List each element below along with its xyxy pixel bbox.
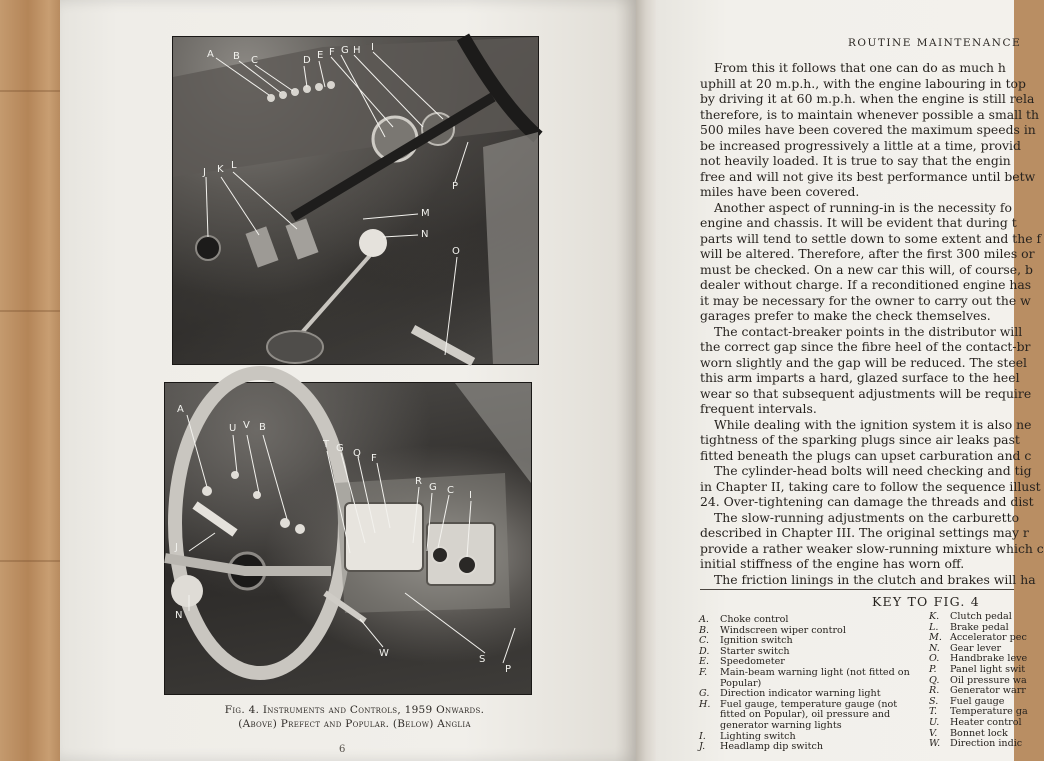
key-item	[699, 615, 910, 626]
key-letter: B.	[699, 624, 710, 636]
photo-dashboard-anglia	[164, 382, 532, 695]
callout-label: P	[505, 664, 512, 675]
callout-label: O	[452, 246, 460, 257]
key-letter: C.	[699, 635, 710, 647]
key-letter: I.	[699, 730, 706, 742]
callout-label: E	[317, 50, 324, 61]
callout-label: D	[303, 55, 311, 66]
key-letter: F.	[699, 666, 708, 678]
key-letter: U.	[929, 716, 940, 728]
callout-label: K	[217, 164, 224, 175]
key-letter: A.	[699, 614, 709, 625]
callout-label: U	[229, 423, 237, 434]
text-line: it may be necessary for the owner to carry out the w	[700, 292, 1031, 308]
text-line: not heavily loaded. It is true to say that the engin	[700, 153, 1011, 168]
photo-dashboard-prefect-popular	[172, 36, 539, 365]
key-letter	[699, 721, 720, 732]
key-text: Temperature ga	[950, 706, 1028, 718]
callout-label: N	[175, 610, 183, 621]
text-line: While dealing with the ignition system it is also ne	[714, 416, 1032, 432]
key-text: Oil pressure wa	[950, 674, 1027, 686]
key-text: Bonnet lock	[950, 727, 1008, 739]
key-text: Heater control	[950, 716, 1022, 728]
callout-label: F	[371, 453, 377, 464]
key-item	[929, 665, 1028, 676]
photo-top-drawing	[173, 37, 538, 364]
key-item	[929, 718, 1028, 729]
text-line: the correct gap since the fibre heel of the contact-br	[700, 339, 1031, 354]
text-line: therefore, is to maintain whenever possible a small th	[700, 106, 1040, 122]
text-line: by driving it at 60 m.p.h. when the engine is still rela	[700, 91, 1035, 106]
key-letter: V.	[929, 727, 938, 739]
text-line: dealer without charge. If a reconditioned engine has	[700, 277, 1032, 292]
text-line: wear so that subsequent adjustments will be require	[700, 385, 1032, 401]
callout-label: M	[421, 208, 430, 219]
key-text: Main-beam warning light (not fitted on	[720, 666, 910, 678]
key-letter: M.	[929, 632, 942, 644]
text-line: Another aspect of running-in is the necessity fo	[714, 199, 1012, 215]
key-text: Panel light swit	[950, 663, 1026, 675]
key-text: fitted on Popular), oil pressure and	[720, 709, 891, 721]
text-line: tightness of the sparking plugs since air leaks past	[700, 432, 1020, 447]
text-line: frequent intervals.	[700, 401, 817, 416]
key-text: Fuel gauge, temperature gauge (not	[720, 698, 898, 710]
key-letter: N.	[929, 642, 940, 654]
text-line: 24. Over-tightening can damage the threads and dist	[700, 494, 1034, 509]
callout-label: B	[233, 51, 240, 62]
key-text: Windscreen wiper control	[720, 624, 846, 636]
callout-label: I	[469, 490, 472, 501]
text-line: 500 miles have been covered the maximum speeds in	[700, 122, 1036, 137]
key-letter: J.	[699, 741, 706, 753]
callout-label: Q	[353, 448, 361, 459]
text-line: will be altered. Therefore, after the first 300 miles or	[700, 246, 1035, 261]
key-text: Ignition switch	[720, 635, 793, 647]
text-line: provide a rather weaker slow-running mixture which c	[700, 540, 1044, 556]
callout-label: S	[479, 654, 486, 665]
text-line: The friction linings in the clutch and brakes will ha	[714, 571, 1036, 587]
callout-label: P	[452, 181, 459, 192]
key-text: Choke control	[720, 614, 789, 625]
key-item	[699, 721, 910, 732]
text-line: this arm imparts a hard, glazed surface to the heel	[700, 370, 1020, 385]
key-text: Direction indicator warning light	[720, 688, 881, 700]
key-text: Generator warr	[950, 685, 1026, 697]
callout-label: J	[175, 542, 178, 553]
key-text: Lighting switch	[720, 730, 796, 742]
key-text: Accelerator pec	[950, 632, 1027, 644]
key-letter: O.	[929, 653, 940, 665]
key-item	[929, 739, 1028, 750]
callout-label: B	[259, 422, 266, 433]
key-letter: K.	[929, 611, 940, 622]
key-letter: P.	[929, 663, 937, 675]
key-letter: Q.	[929, 674, 940, 686]
key-text: Headlamp dip switch	[720, 741, 823, 753]
text-line: initial stiffness of the engine has worn off.	[700, 556, 965, 571]
callout-label: G	[336, 443, 344, 454]
text-line: in Chapter II, taking care to follow the sequence illust	[700, 478, 1041, 494]
key-list-right	[929, 612, 1028, 750]
key-text: Speedometer	[720, 656, 785, 668]
key-text: Fuel gauge	[950, 695, 1005, 707]
text-line: free and will not give its best performance until betw	[700, 168, 1036, 184]
key-item	[699, 742, 910, 753]
key-letter: S.	[929, 695, 939, 707]
body-text	[700, 60, 1044, 587]
text-line: parts will tend to settle down to some extent and the f	[700, 230, 1042, 246]
callout-label: G	[341, 45, 349, 56]
key-text: Handbrake leve	[950, 653, 1028, 665]
key-text: Direction indic	[950, 738, 1023, 750]
book-gutter	[636, 0, 658, 761]
text-line: garages prefer to make the check themselves.	[700, 308, 991, 323]
text-line: be increased progressively a little at a time, provid	[700, 137, 1021, 153]
callout-label: C	[251, 55, 258, 66]
callout-label: R	[415, 476, 422, 487]
key-text: generator warning lights	[720, 719, 842, 731]
key-letter	[699, 710, 720, 721]
key-title: KEY TO FIG. 4	[872, 594, 980, 609]
key-divider	[700, 589, 1014, 590]
text-line: From this it follows that one can do as much h	[714, 60, 1006, 75]
callout-label: V	[243, 420, 250, 431]
figure-caption-line2: (Above) Prefect and Popular. (Below) Anglia	[238, 718, 471, 730]
text-line: miles have been covered.	[700, 184, 860, 199]
key-text: Popular)	[720, 677, 762, 689]
callout-label: I	[371, 42, 374, 53]
page-number: 6	[339, 744, 346, 755]
key-letter: G.	[699, 688, 710, 700]
running-head: ROUTINE MAINTENANCE	[848, 37, 1022, 49]
key-text: Clutch pedal	[950, 611, 1012, 622]
key-letter: E.	[699, 656, 710, 668]
callout-label: C	[447, 485, 454, 496]
key-item	[929, 612, 1028, 623]
key-letter: T.	[929, 706, 938, 718]
key-letter: W.	[929, 738, 941, 750]
callout-label: T	[323, 439, 330, 450]
figure-caption-line1: Fig. 4. Instruments and Controls, 1959 Onwards.	[224, 704, 485, 716]
text-line: The cylinder-head bolts will need checking and tig	[714, 463, 1032, 478]
key-letter: R.	[929, 685, 940, 697]
text-line: must be checked. On a new car this will, of course, b	[700, 261, 1033, 277]
key-text: Starter switch	[720, 645, 790, 657]
text-line: fitted beneath the plugs can upset carburation and c	[700, 447, 1032, 463]
photo-bottom-drawing	[165, 383, 531, 694]
callout-label: F	[329, 47, 335, 58]
key-list-left	[699, 615, 910, 753]
text-line: described in Chapter III. The original settings may r	[700, 525, 1029, 540]
callout-label: N	[421, 229, 429, 240]
callout-label: G	[429, 482, 437, 493]
callout-label: W	[379, 648, 389, 659]
callout-label: A	[177, 404, 184, 415]
key-letter: D.	[699, 645, 710, 657]
text-line: The slow-running adjustments on the carburetto	[714, 509, 1020, 525]
text-line: engine and chassis. It will be evident that during t	[700, 215, 1017, 230]
text-line: worn slightly and the gap will be reduced. The steel	[700, 354, 1028, 370]
key-letter: L.	[929, 621, 939, 633]
key-text: Gear lever	[950, 642, 1002, 654]
text-line: uphill at 20 m.p.h., with the engine labouring in top	[700, 75, 1026, 91]
text-line: The contact-breaker points in the distributor will	[714, 323, 1023, 339]
key-item	[699, 668, 910, 679]
key-letter: H.	[699, 698, 711, 710]
callout-label: J	[203, 167, 206, 178]
callout-label: L	[231, 160, 237, 171]
callout-label: H	[353, 45, 361, 56]
callout-label: A	[207, 49, 214, 60]
key-text: Brake pedal	[950, 621, 1009, 633]
